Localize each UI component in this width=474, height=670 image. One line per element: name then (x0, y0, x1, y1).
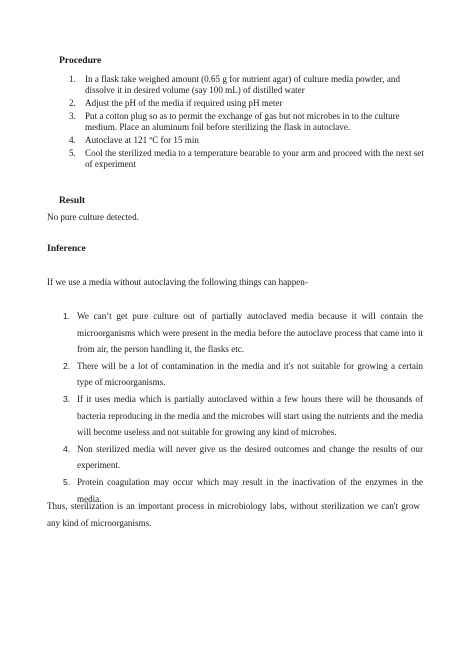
point-text: Non sterilized media will never give us the desired outcomes and change the results of our experiment. (77, 443, 423, 471)
step-text: Put a cotton plug so as to permit the exchange of gas but not microbes in to the culture medium. Place an aluminum foil before sterilizing the flask in autoclave. (85, 110, 400, 132)
inference-heading: Inference (47, 243, 86, 254)
inference-conclusion: Thus, sterilization is an important process in microbiology labs, without sterilization we can't grow any kind of microorganisms. (47, 501, 420, 528)
point-number: 3. (63, 393, 71, 404)
point-number: 4. (63, 443, 71, 454)
procedure-step (59, 111, 429, 133)
inference-point (47, 441, 423, 474)
point-text: We can’t get pure culture out of partially autoclaved media because it will contain the microorganisms which were present in the media before the autoclave process that came into it from air, the person handling it, the flasks etc. (77, 311, 423, 355)
procedure-heading: Procedure (59, 55, 102, 66)
inference-point (47, 391, 423, 441)
procedure-step (59, 98, 429, 109)
point-number: 2. (63, 360, 71, 371)
point-text: If it uses media which is partially autoclaved within a few hours there will be thousands of bacteria reproducing in the media and the microbes will start using the nutrients and the media will become useless and not suitable for growing any kind of microbes. (77, 393, 423, 438)
inference-points-list (47, 308, 423, 507)
result-text: No pure culture detected. (47, 212, 139, 222)
step-number: 4. (69, 134, 76, 145)
inference-point (47, 358, 423, 391)
step-number: 1. (69, 74, 76, 84)
step-text: In a flask take weighed amount (0.65 g for nutrient agar) of culture media powder, and dissolve it in desired volume (say 100 mL) of distilled water (85, 74, 401, 96)
inference-intro: If we use a media without autoclaving the following things can happen- (47, 277, 308, 287)
procedure-step (59, 148, 429, 170)
step-text: Adjust the pH of the media if required using pH meter (85, 98, 283, 108)
procedure-step (59, 74, 429, 96)
point-number: 5. (63, 476, 71, 487)
procedure-steps-list (59, 74, 429, 172)
point-text: Protein coagulation may occur which may result in the inactivation of the enzymes in the media. (77, 476, 423, 504)
procedure-step (59, 135, 429, 146)
inference-point (47, 308, 423, 358)
point-number: 1. (63, 311, 71, 321)
step-text: Cool the sterilized media to a temperature bearable to your arm and proceed with the next set of experiment (85, 147, 424, 169)
point-text: There will be a lot of contamination in the media and it's not suitable for growing a certain type of microorganisms. (77, 360, 423, 388)
step-number: 3. (69, 110, 76, 121)
step-number: 5. (69, 147, 76, 158)
step-number: 2. (69, 98, 76, 108)
result-heading: Result (59, 195, 86, 206)
step-text: Autoclave at 121 ºC for 15 min (85, 134, 199, 145)
